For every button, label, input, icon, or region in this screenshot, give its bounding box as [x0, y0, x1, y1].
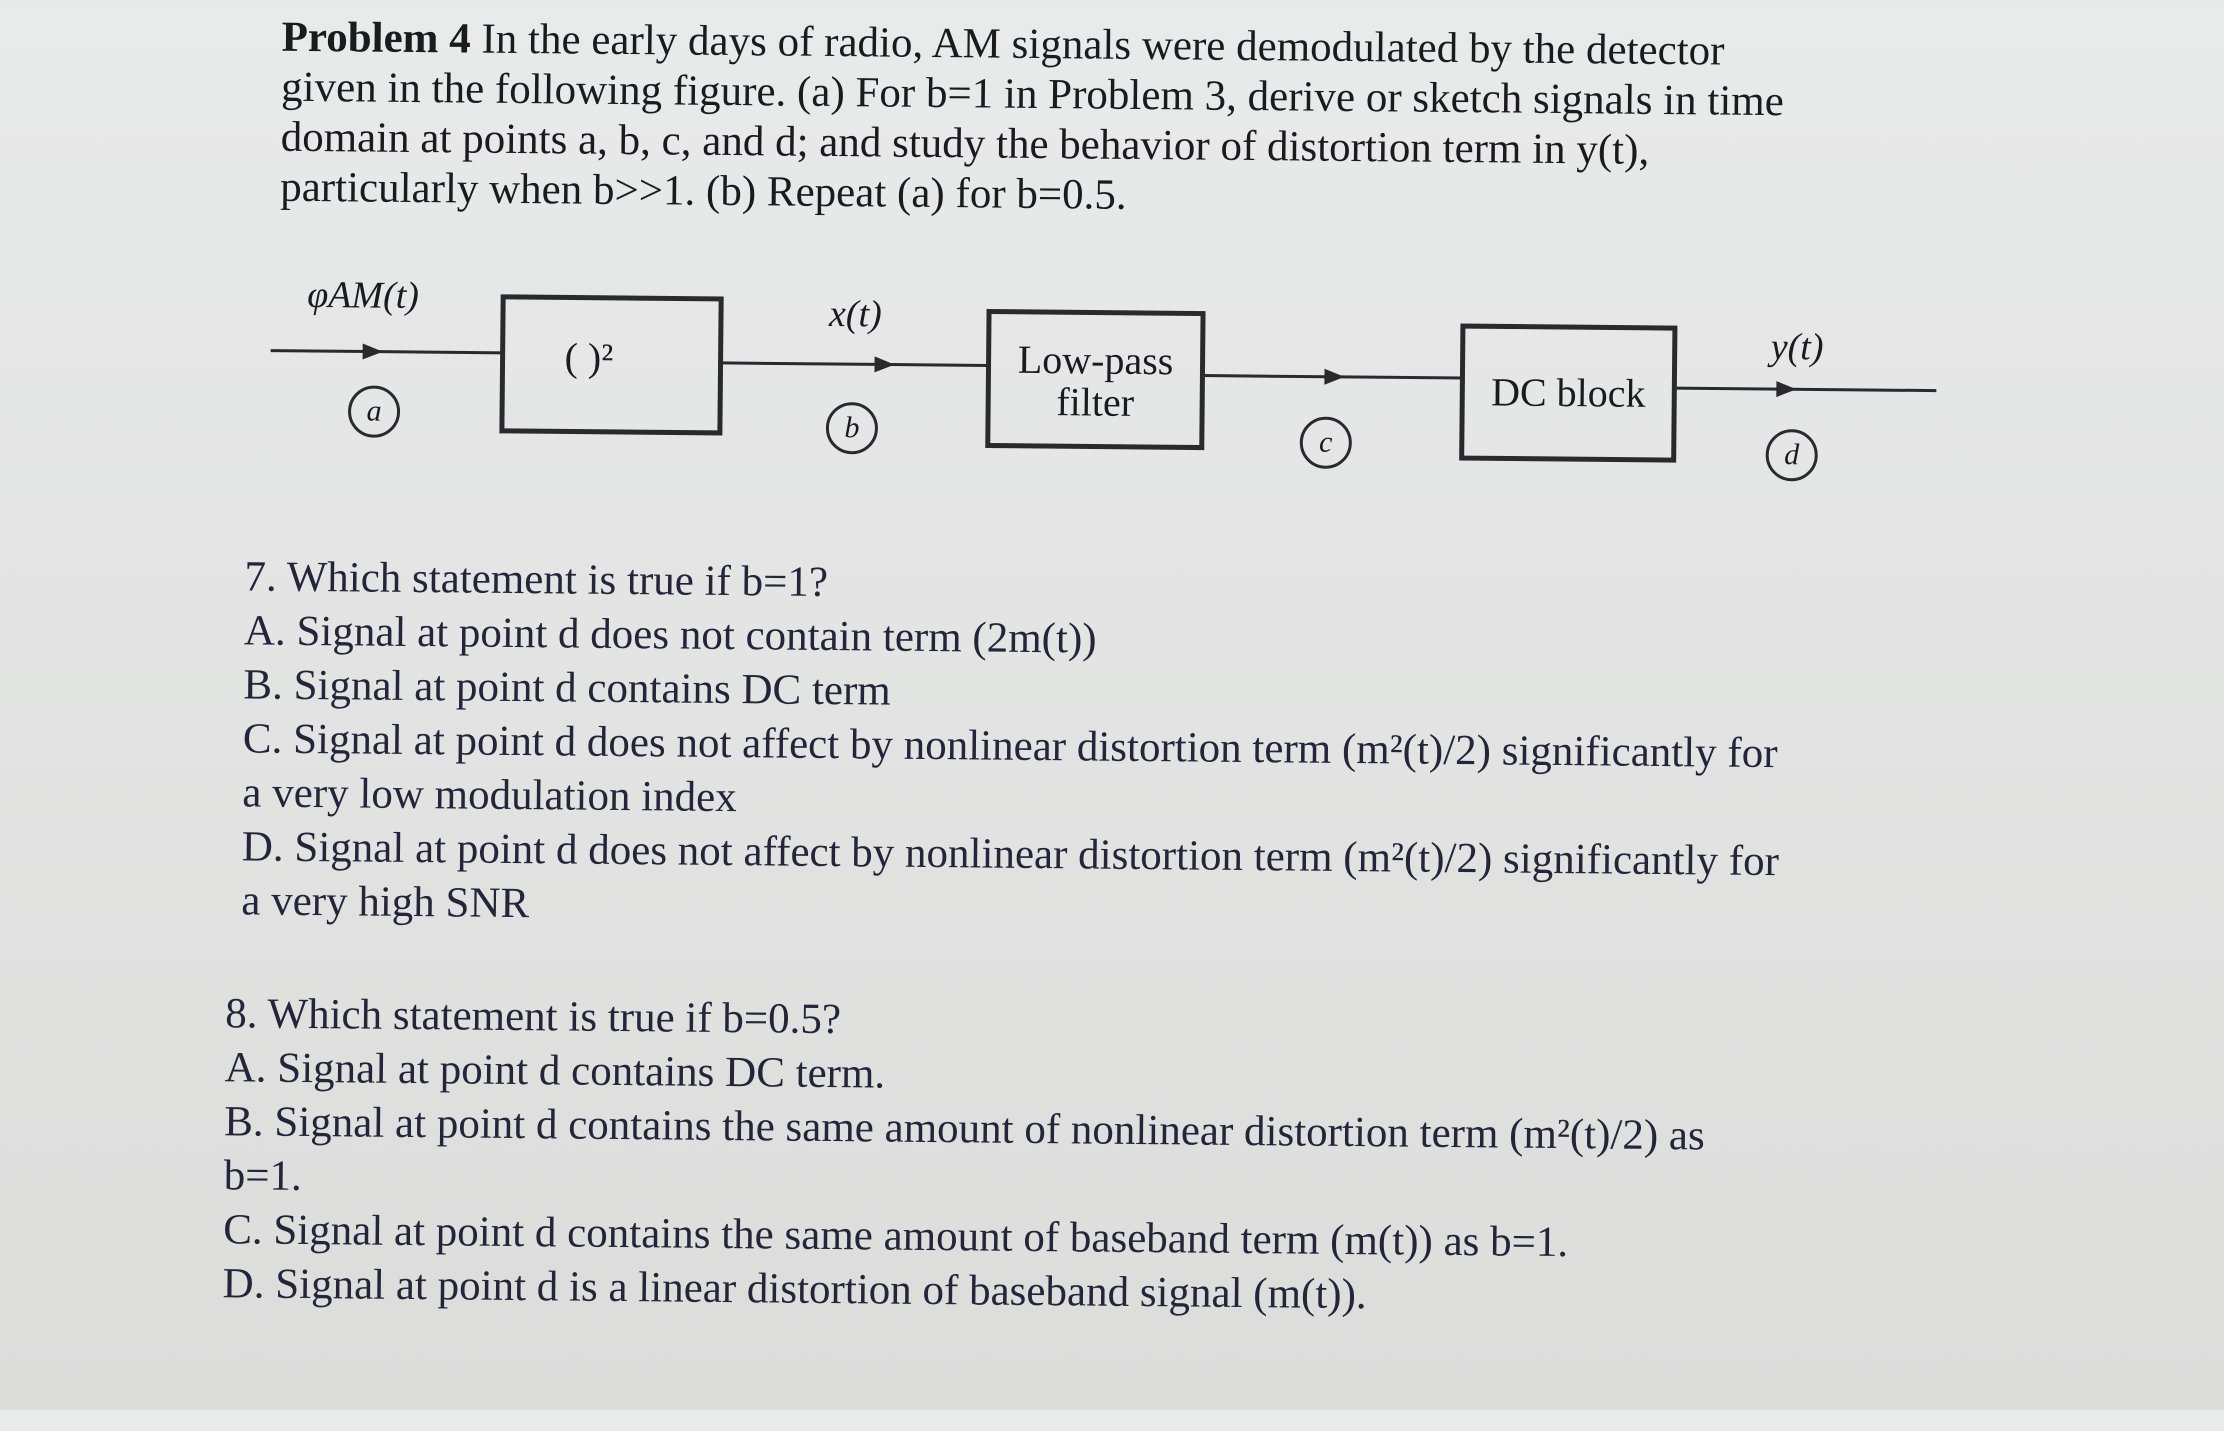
question-7-option-d: D. Signal at point d does not affect by nonlinear distortion term (m²(t)/2) significantly for: [241, 823, 1780, 886]
lpf-label-line1: Low-pass: [1017, 336, 1174, 384]
problem-line-2: given in the following figure. (a) For b=1 in Problem 3, derive or sketch signals in time: [280, 63, 1785, 126]
node-b: b: [826, 402, 878, 454]
question-7-stem: 7. Which statement is true if b=1?: [244, 553, 829, 606]
problem-label: Problem 4: [281, 13, 471, 63]
lpf-label-line2: filter: [1056, 379, 1135, 425]
question-8-option-b: B. Signal at point d contains the same amount of nonlinear distortion term (m²(t)/2) as: [224, 1098, 1705, 1160]
question-8-stem: 8. Which statement is true if b=0.5?: [225, 990, 842, 1044]
question-8-option-c: C. Signal at point d contains the same amount of baseband term (m(t)) as b=1.: [222, 1206, 1569, 1267]
problem-text-1: In the early days of radio, AM signals were demodulated by the detector: [470, 15, 1725, 75]
question-7-option-c: C. Signal at point d does not affect by nonlinear distortion term (m²(t)/2) significantly for: [242, 715, 1778, 778]
question-7-option-d-cont: a very high SNR: [241, 877, 530, 928]
question-7-option-c-cont: a very low modulation index: [242, 769, 738, 822]
node-a: a: [348, 385, 400, 437]
problem-line-3: domain at points a, b, c, and d; and study the behavior of distortion term in y(t),: [280, 113, 1650, 174]
input-signal-label: φAM(t): [306, 273, 420, 318]
question-8-option-d: D. Signal at point d is a linear distortion of baseband signal (m(t)).: [222, 1260, 1367, 1319]
problem-statement: [280, 13, 1922, 229]
block-diagram: [265, 275, 1947, 501]
node-c: c: [1300, 416, 1352, 468]
y-signal-label: y(t): [1770, 326, 1824, 369]
problem-line-4: particularly when b>>1. (b) Repeat (a) for b=0.5.: [279, 163, 1127, 219]
node-d: d: [1765, 429, 1817, 481]
x-signal-label: x(t): [828, 292, 882, 336]
question-7-option-a: A. Signal at point d does not contain term (2m(t)): [243, 607, 1097, 663]
question-8: [222, 987, 1706, 1325]
question-7: [241, 550, 1782, 943]
squarer-box-label: ( )²: [564, 334, 614, 380]
question-8-option-b-cont: b=1.: [223, 1152, 302, 1200]
dc-block-label: DC block: [1490, 369, 1646, 416]
question-8-option-a: A. Signal at point d contains DC term.: [224, 1044, 886, 1098]
question-7-option-b: B. Signal at point d contains DC term: [243, 661, 891, 715]
